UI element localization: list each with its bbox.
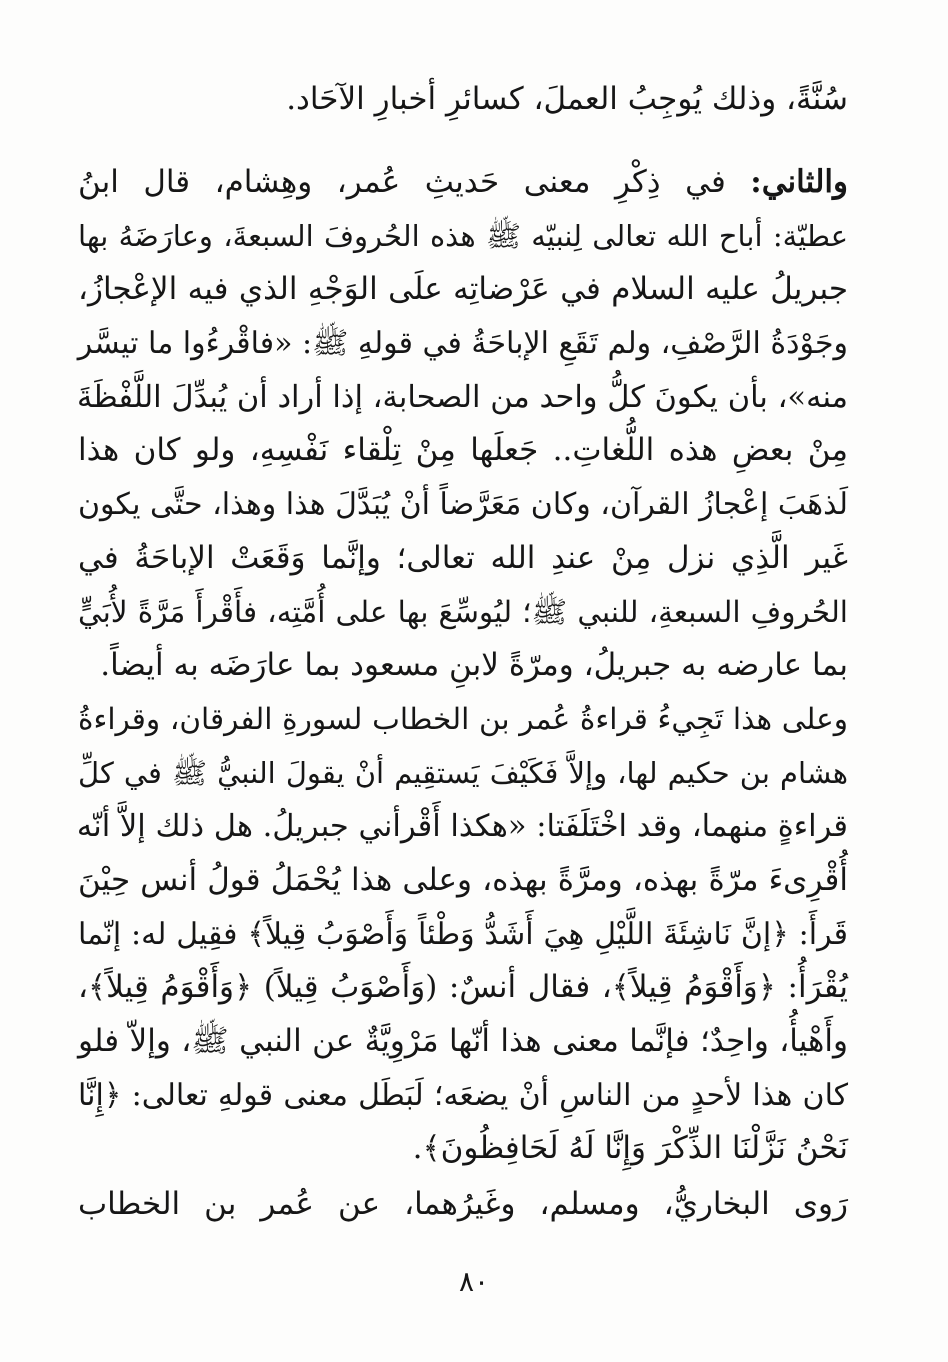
text-line: جبريلُ عليه السلام في عَرْضاتِه علَى الوَجْهِ الذي فيه الإعْجازُ،: [78, 271, 848, 308]
text-line: وعلى هذا تَجِيءُ قراءةُ عُمر بن الخطاب لسورةِ الفرقان، وقراءةُ: [78, 701, 848, 736]
text-line: عطيّة: أباح الله تعالى لِنبيّه ﷺ هذه الحُروفَ السبعةَ، وعارَضَهُ بها: [78, 218, 848, 253]
section-paragraph: [78, 156, 848, 1176]
page-number: ٨٠: [458, 1265, 490, 1298]
text-line: غَير الَّذِي نزل مِنْ عندِ الله تعالى؛ وإنَّما وَقَعَتْ الإباحَةُ في: [78, 539, 848, 576]
section-first-line: [78, 156, 848, 210]
footer-line: رَوى البخاريُّ، ومسلم، وغَيرُهما، عن عُمر بن الخطاب: [78, 1186, 848, 1222]
section-first-line-text: في ذِكْرِ معنى حَديثِ عُمر، وهِشام، قال ابنُ: [78, 164, 751, 200]
text-line: لَذهَبَ إعْجازُ القرآن، وكان مَعَرَّضاً أنْ يُبَدَّلَ هذا وهذا، حتَّى يكون: [78, 487, 848, 523]
text-line: مِنْ بعضِ هذه اللُّغاتِ.. جَعلَها مِنْ تِلْقاء نَفْسِهِ، ولو كان هذا: [78, 432, 848, 469]
text-line: هشام بن حكيم لها، وإلاَّ فَكَيْفَ يَستقِيم أنْ يقولَ النبيُّ ﷺ في كلِّ: [78, 755, 848, 790]
text-line: الحُروفِ السبعةِ، للنبي ﷺ؛ ليُوسِّعَ بها على أُمَّتِه، فأَقْرأَ مَرَّةً لأُبَيٍّ: [78, 594, 848, 629]
text-line: منه»، بأن يكونَ كلُّ واحد من الصحابة، إذا أراد أن يُبدِّلَ اللَّفْظَةَ: [76, 379, 848, 415]
text-line: قَرأَ: ﴿إنَّ نَاشِئَةَ اللَّيْلِ هِيَ أَشَدُّ وَطْئاً وَأَصْوَبُ قِيلاً﴾ فقِيل له: إنّما: [78, 916, 848, 952]
text-line: نَحْنُ نَزَّلْنَا الذِّكْرَ وَإِنَّا لَهُ لَحَافِظُونَ﴾.: [412, 1130, 848, 1167]
text-line: يُقْرَأُ: ﴿وَأَقْوَمُ قِيلاً﴾، فقال أنسٌ: (وَأَصْوَبُ قِيلاً) ﴿وَأَقْوَمُ قِيلاً﴾،: [78, 969, 848, 1006]
text-line: وجَوْدَةُ الرَّصْفِ، ولم تَقَعِ الإباحَةُ في قولهِ ﷺ: «فاقْرءُوا ما تيسَّر: [77, 326, 848, 362]
text-line: قراءةٍ منهما، وقد اخْتَلَفَتا: «هكذا أَقْرأني جبريلُ. هل ذلك إلاَّ أنّه: [76, 809, 848, 845]
section-lead-word: والثاني:: [750, 164, 848, 200]
intro-paragraph: [78, 73, 848, 127]
text-line: وأَهْيأُ، واحِدٌ؛ فإنَّما معنى هذا أنّها مَرْوِيَّةٌ عن النبي ﷺ، وإلاّ فلو: [78, 1023, 848, 1059]
text-line: أُقْرِىءَ مرّةً بهذه، ومرَّةً بهذه، وعلى هذا يُحْمَلُ قولُ أنس حِيْنَ: [78, 861, 848, 898]
text-line: بما عارضه به جبريلُ، ومرّةً لابنِ مسعود بما عارَضَه به أيضاً.: [100, 647, 848, 684]
intro-line: سُنَّةً، وذلك يُوجِبُ العملَ، كسائرِ أخبارِ الآحَاد.: [286, 81, 848, 117]
footer-paragraph: [78, 1178, 848, 1232]
text-line: كان هذا لأحدٍ من الناسِ أنْ يضعَه؛ لَبَطَل معنى قولهِ تعالى: ﴿إِنَّا: [78, 1077, 848, 1113]
